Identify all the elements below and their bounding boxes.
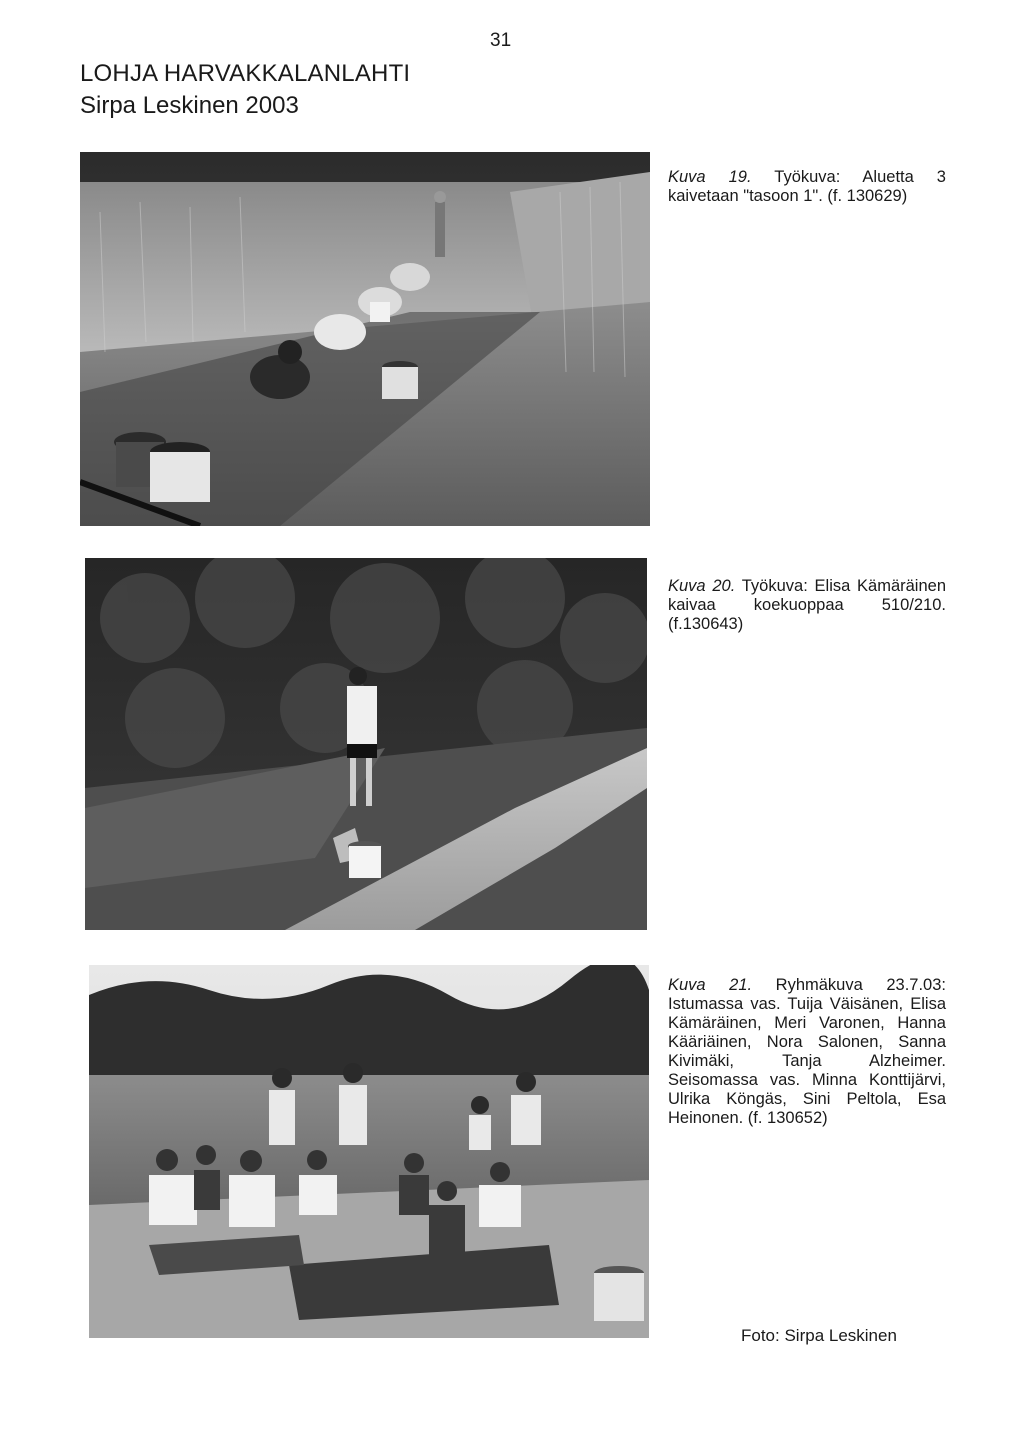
figure-caption [668, 976, 946, 1128]
page-number: 31 [490, 30, 512, 51]
figure-label: Kuva 19. [668, 168, 752, 186]
photo-excavation-area-3 [80, 152, 650, 526]
figure-caption [668, 577, 946, 634]
figure-label: Kuva 20. [668, 577, 736, 595]
figure-caption-text: Työkuva: Elisa Kämäräinen kaivaa koekuoppaa 510/210. (f.130643) [668, 577, 946, 633]
photo-group-23-7-03 [89, 965, 649, 1338]
photo-test-pit-forest-road [85, 558, 647, 930]
figure-caption-text: Työkuva: Aluetta 3 kaivetaan "tasoon 1". (f. 130629) [668, 168, 946, 205]
document-title: LOHJA HARVAKKALANLAHTI [80, 60, 411, 87]
photo-credit: Foto: Sirpa Leskinen [741, 1326, 897, 1345]
figure-caption [668, 168, 946, 206]
figure-caption-text: Ryhmäkuva 23.7.03: Istumassa vas. Tuija Väisänen, Elisa Kämäräinen, Meri Varonen, Hanna Kääriäinen, Nora Salonen, Sanna Kivimäki, Tanja Alzheimer. Seisomassa vas. Minna Konttijärvi, Ulrika Köngäs, Sini Peltola, Esa Heinonen. (f. 130652) [668, 976, 946, 1127]
document-author-year: Sirpa Leskinen 2003 [80, 92, 299, 119]
figure-label: Kuva 21. [668, 976, 753, 994]
